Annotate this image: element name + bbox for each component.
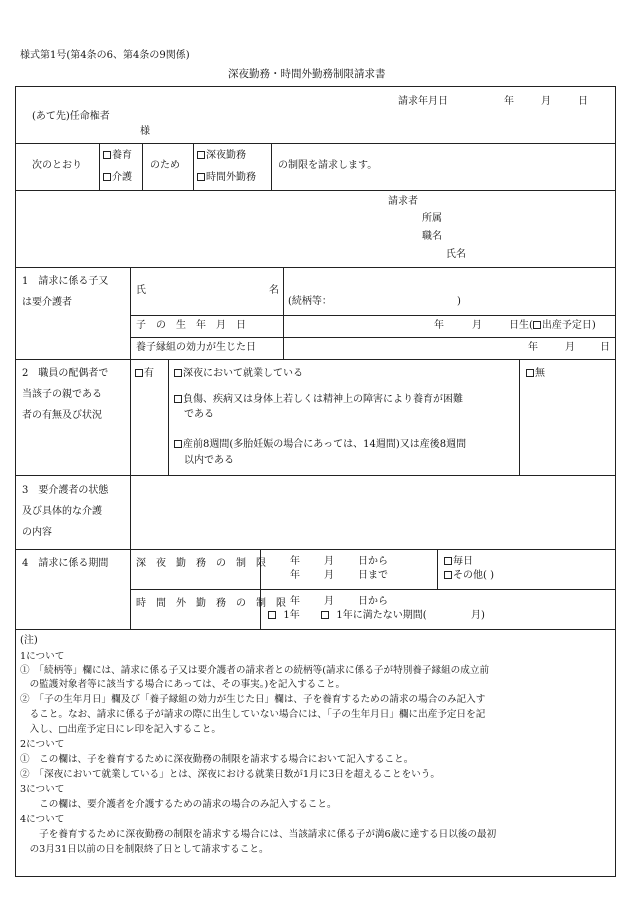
note-line: この欄は、要介護者を介護するための請求の場合のみ記入すること。 — [20, 799, 337, 810]
section2-label-line2: 当該子の親である — [22, 389, 102, 400]
checkbox[interactable] — [103, 151, 111, 159]
note-line: ① この欄は、子を養育するために深夜勤務の制限を請求する場合において記入すること。 — [20, 754, 414, 765]
less-than-year-month: 月) — [471, 610, 485, 621]
night-from-month: 月 — [324, 556, 334, 567]
request-date-label: 請求年月日 — [398, 96, 448, 107]
note-line: 入し、□出産予定日にレ印を記入すること。 — [20, 724, 221, 735]
relation-close: ) — [457, 296, 461, 307]
reason-child-care-option[interactable]: 養育 — [103, 150, 132, 162]
night-from-year: 年 — [290, 556, 300, 567]
checkbox[interactable] — [197, 173, 205, 181]
name-label-left: 氏 — [136, 285, 146, 296]
note-line: 子を養育するために深夜勤務の制限を請求する場合には、当該請求に係る子が満6歳に達する日以後の最初 — [20, 829, 497, 840]
note-line: ② 「子の生年月日」欄及び「養子縁組の効力が生じた日」欄は、子を養育するための請求の場合のみ記入す — [20, 694, 486, 705]
note-line: ② 「深夜において就業している」とは、深夜における就業日数が1月に3日を超えることをいう。 — [20, 769, 440, 780]
relation-label: (続柄等： — [288, 296, 332, 307]
birth-day-expected[interactable]: 日生( 出産予定日) — [509, 320, 596, 331]
request-prefix: 次のとおり — [32, 160, 82, 171]
overtime-limit-label: 時 間 外 勤 務 の 制 限 — [136, 598, 286, 609]
limit-night-option[interactable]: 深夜勤務 — [197, 150, 246, 162]
adopt-year: 年 — [528, 342, 538, 353]
night-limit-label: 深 夜 勤 務 の 制 限 — [136, 558, 266, 569]
note-line: 3について — [20, 784, 65, 795]
overtime-from-year: 年 — [290, 596, 300, 607]
checkbox[interactable] — [533, 321, 541, 329]
addressee-label: (あて先)任命権者 — [32, 111, 110, 122]
addressee-honorific: 様 — [140, 126, 150, 137]
adopt-day: 日 — [600, 342, 610, 353]
request-date-day: 日 — [578, 96, 588, 107]
form-title: 深夜勤務・時間外勤務制限請求書 — [228, 68, 386, 80]
checkbox[interactable] — [444, 571, 452, 579]
name-label-right: 名 — [269, 285, 279, 296]
spouse-disability-option[interactable]: 負傷、疾病又は身体上若しくは精神上の障害により養育が困難 — [174, 394, 463, 406]
checkbox[interactable] — [444, 557, 452, 565]
note-line: 4について — [20, 814, 65, 825]
request-date-month: 月 — [541, 96, 551, 107]
note-line: の3月31日以前の日を制限終了日として請求すること。 — [20, 844, 269, 855]
section1-label-line1: 1 請求に係る子又 — [22, 276, 109, 287]
checkbox[interactable] — [174, 440, 182, 448]
note-line: ること。なお、請求に係る子が請求の際に出生していない場合には、「子の生年月日」欄に出産予定日を記 — [20, 709, 486, 720]
requester-label: 請求者 — [388, 196, 418, 207]
adoption-date-label: 養子縁組の効力が生じた日 — [136, 342, 256, 353]
spouse-no-option[interactable]: 無 — [526, 368, 545, 380]
section3-label-line2: 及び具体的な介護 — [22, 506, 102, 517]
note-line: の監護対象者等に該当する場合にあっては、その事実。)を記入すること。 — [20, 679, 346, 690]
overtime-from-day: 日から — [358, 596, 388, 607]
for-label: のため — [150, 160, 180, 171]
checkbox[interactable] — [321, 611, 329, 619]
requester-dept-label: 所属 — [422, 213, 442, 224]
form-number: 様式第1号(第4条の6、第4条の9関係) — [20, 50, 190, 61]
other-option[interactable]: その他( ) — [444, 570, 494, 582]
spouse-disability-line2: である — [184, 409, 214, 420]
notes-header: (注) — [20, 635, 38, 646]
spouse-childbirth-option[interactable]: 産前8週間(多胎妊娠の場合にあっては、14週間)又は産後8週間 — [174, 439, 466, 451]
checkbox[interactable] — [174, 369, 182, 377]
section3-label-line3: の内容 — [22, 527, 52, 538]
reason-family-care-option[interactable]: 介護 — [103, 172, 132, 184]
every-day-option[interactable]: 毎日 — [444, 556, 473, 568]
checkbox[interactable] — [197, 151, 205, 159]
requester-name-label: 氏名 — [446, 249, 466, 260]
section1-label-line2: は要介護者 — [22, 297, 72, 308]
spouse-childbirth-line2: 以内である — [184, 455, 234, 466]
adopt-month: 月 — [565, 342, 575, 353]
limit-overtime-option[interactable]: 時間外勤務 — [197, 172, 256, 184]
one-year-option[interactable]: 1年 — [268, 610, 300, 622]
note-line: 2について — [20, 739, 65, 750]
requester-position-label: 職名 — [422, 231, 442, 242]
spouse-night-work-option[interactable]: 深夜において就業している — [174, 368, 303, 380]
birthdate-label: 子 の 生 年 月 日 — [136, 320, 246, 331]
night-to-day: 日まで — [358, 570, 388, 581]
section4-label: 4 請求に係る期間 — [22, 558, 109, 569]
less-than-year-option[interactable]: 1年に満たない期間( — [321, 610, 427, 622]
request-date-year: 年 — [504, 96, 514, 107]
night-from-day: 日から — [358, 556, 388, 567]
checkbox[interactable] — [268, 611, 276, 619]
checkbox[interactable] — [526, 369, 534, 377]
overtime-from-month: 月 — [324, 596, 334, 607]
section2-label-line1: 2 職員の配偶者で — [22, 368, 109, 379]
section2-label-line3: 者の有無及び状況 — [22, 410, 102, 421]
checkbox[interactable] — [174, 395, 182, 403]
request-suffix: の制限を請求します。 — [278, 160, 378, 171]
night-to-month: 月 — [324, 570, 334, 581]
checkbox[interactable] — [103, 173, 111, 181]
note-line: 1について — [20, 651, 65, 662]
birth-year: 年 — [434, 320, 444, 331]
note-line: ① 「続柄等」欄には、請求に係る子又は要介護者の請求者との続柄等(請求に係る子が特別養子縁組の成立前 — [20, 665, 490, 676]
section3-label-line1: 3 要介護者の状態 — [22, 485, 109, 496]
checkbox[interactable] — [135, 369, 143, 377]
birth-month: 月 — [472, 320, 482, 331]
night-to-year: 年 — [290, 570, 300, 581]
spouse-yes-option[interactable]: 有 — [135, 368, 154, 380]
